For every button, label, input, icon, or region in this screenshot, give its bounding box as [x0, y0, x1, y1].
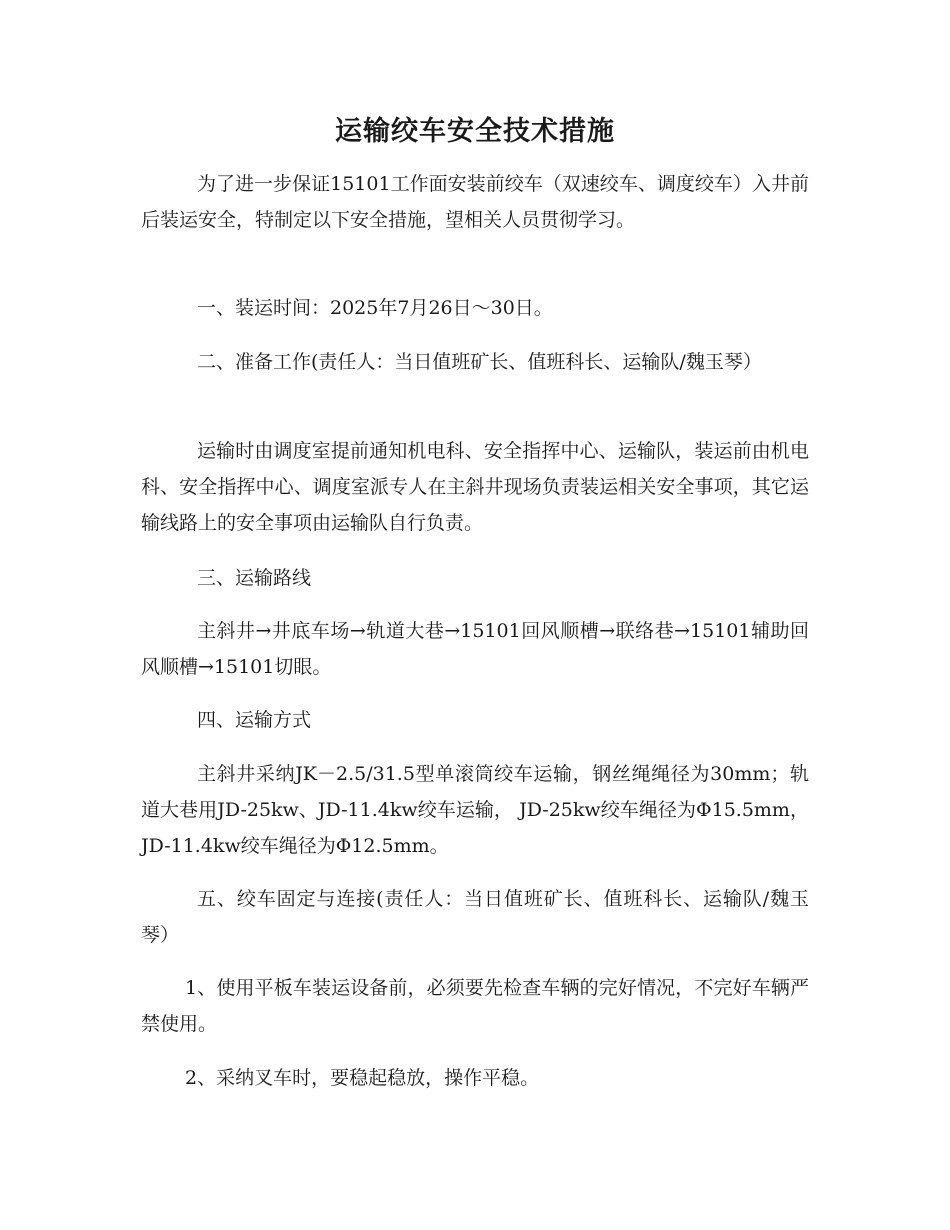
intro-paragraph: 为了进一步保证15101工作面安装前绞车（双速绞车、调度绞车）入井前后装运安全，特制定以下安全措施，望相关人员贯彻学习。 — [141, 173, 809, 231]
document-title: 运输绞车安全技术措施 — [335, 116, 615, 147]
list-item-2: 2、采纳叉车时，要稳起稳放，操作平稳。 — [185, 1067, 540, 1089]
section-heading-schedule: 一、装运时间：2025年7月26日～30日。 — [197, 297, 553, 319]
list-item-1: 1、使用平板车装运设备前，必须要先检查车辆的完好情况，不完好车辆严禁使用。 — [141, 977, 809, 1035]
section-heading-method: 四、运输方式 — [197, 709, 312, 731]
section-heading-route: 三、运输路线 — [197, 567, 312, 589]
method-paragraph: 主斜井采纳JK－2.5/31.5型单滚筒绞车运输，钢丝绳绳径为30mm；轨道大巷用JD-25kw、JD-11.4kw绞车运输， JD-25kw绞车绳径为Φ15.5mm，JD-11.4kw绞车绳径为Φ12.5mm。 — [141, 763, 809, 857]
section-heading-preparation: 二、准备工作(责任人：当日值班矿长、值班科长、运输队/魏玉琴） — [197, 351, 762, 373]
route-paragraph: 主斜井→井底车场→轨道大巷→15101回风顺槽→联络巷→15101辅助回风顺槽→15101切眼。 — [141, 620, 809, 678]
section-heading-fixing: 五、绞车固定与连接(责任人：当日值班矿长、值班科长、运输队/魏玉琴） — [141, 888, 809, 946]
preparation-paragraph: 运输时由调度室提前通知机电科、安全指挥中心、运输队，装运前由机电科、安全指挥中心、调度室派专人在主斜井现场负责装运相关安全事项，其它运输线路上的安全事项由运输队自行负责。 — [141, 440, 809, 534]
